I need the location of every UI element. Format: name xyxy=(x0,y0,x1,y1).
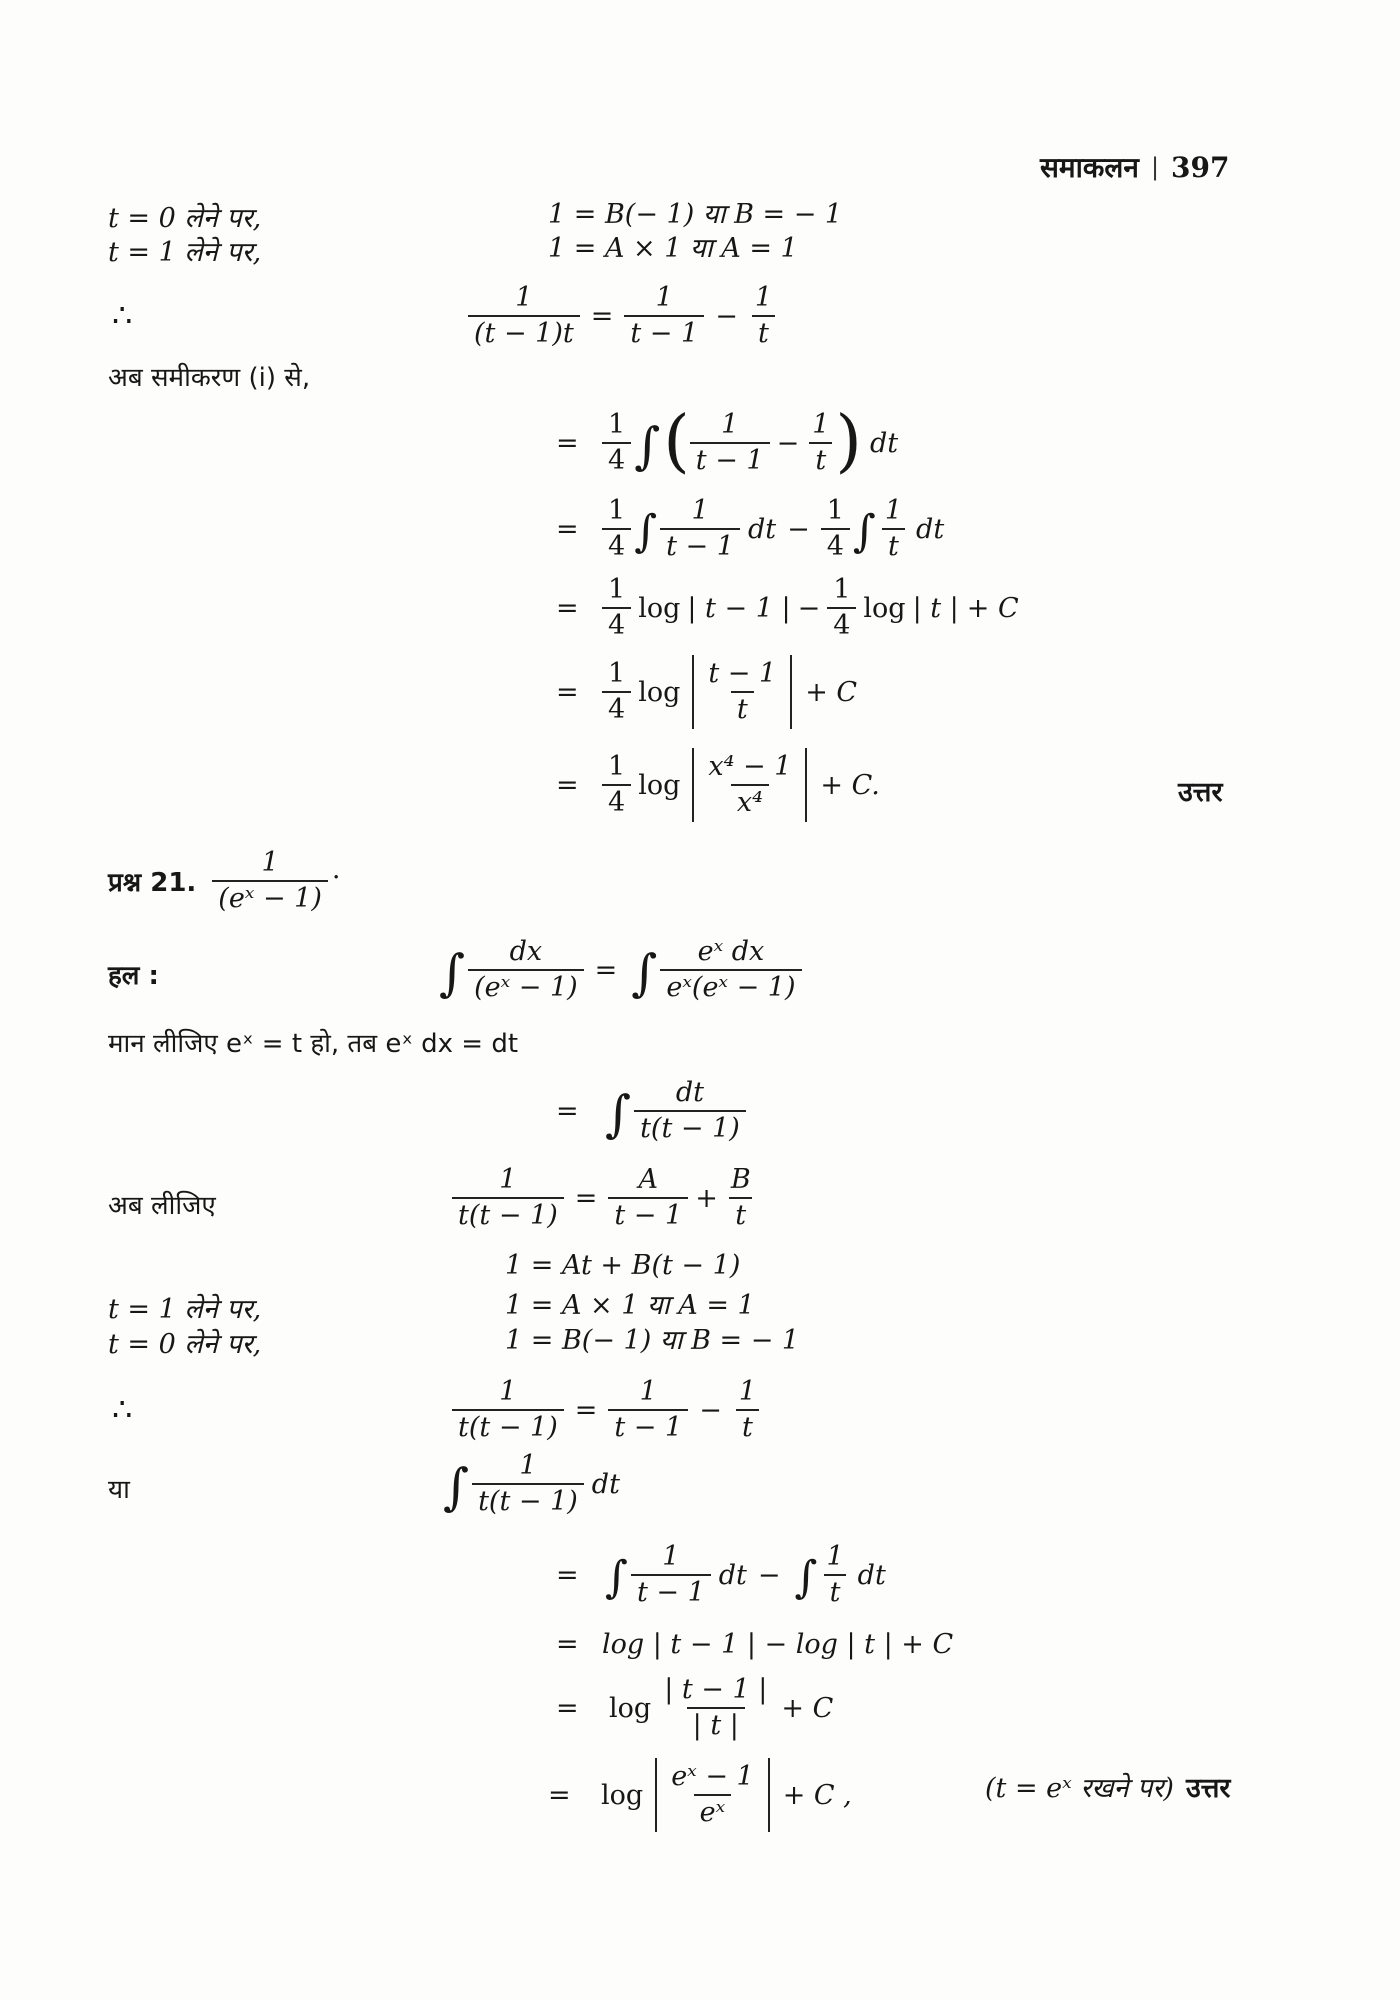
numerator: x⁴ − 1 xyxy=(708,750,792,782)
now-take-label xyxy=(108,1186,216,1222)
numerator: 1 xyxy=(662,1540,680,1572)
minus-sign: − xyxy=(699,1394,722,1426)
denominator: t xyxy=(729,1197,752,1233)
integral-icon: ∫ xyxy=(605,1552,628,1604)
fraction-one-fourth xyxy=(602,657,631,728)
fraction xyxy=(690,408,770,479)
equals-sign: = xyxy=(548,1779,571,1811)
numerator: 1 xyxy=(884,494,903,526)
numerator: | t − 1 | xyxy=(664,1673,768,1705)
fraction xyxy=(608,1375,688,1446)
fraction xyxy=(806,408,835,479)
denominator: t − 1 xyxy=(608,1197,688,1233)
fraction xyxy=(452,1163,564,1234)
now-take-text: अब लीजिए xyxy=(108,1191,216,1221)
minus-sign: − xyxy=(776,427,800,459)
plus-c: + C xyxy=(966,592,1019,624)
denominator: t(t − 1) xyxy=(472,1483,584,1519)
denominator: t xyxy=(824,1574,847,1610)
fraction xyxy=(749,281,778,352)
equals-sign: = xyxy=(556,676,579,708)
numerator: 1 xyxy=(639,1375,657,1407)
page-number: 397 xyxy=(1171,150,1230,184)
or-text: या xyxy=(108,1475,130,1505)
denominator: t(t − 1) xyxy=(452,1197,564,1233)
case-t0-label xyxy=(108,198,261,235)
case-t1-equation: 1 = A × 1 या A = 1 xyxy=(548,233,798,264)
integral-icon: ∫ xyxy=(439,943,466,1002)
numerator: A xyxy=(638,1163,659,1195)
or-integral xyxy=(440,1446,620,1522)
numerator: 1 xyxy=(721,408,739,440)
denominator: eˣ(eˣ − 1) xyxy=(660,969,801,1005)
integration-final-answer-2 xyxy=(548,1750,852,1840)
numerator: t − 1 xyxy=(708,657,777,689)
integration-step-5 xyxy=(556,1542,886,1608)
fraction-one-fourth xyxy=(602,750,631,821)
integration-step-3 xyxy=(556,573,1019,641)
denominator: t − 1 xyxy=(608,1409,688,1445)
numerator: eˣ dx xyxy=(697,935,765,967)
therefore-icon: ∴ xyxy=(112,296,133,334)
plus-c: + C xyxy=(805,676,858,708)
numerator: B xyxy=(730,1163,751,1195)
denominator: 4 xyxy=(827,607,856,643)
numerator: 1 xyxy=(691,494,709,526)
equals-sign: = xyxy=(556,1692,579,1724)
log-operator: log xyxy=(638,592,681,624)
denominator: | t | xyxy=(687,1707,745,1743)
from-equation-text: अब समीकरण (i) से, xyxy=(108,363,311,393)
differential-dt: dt xyxy=(916,513,945,545)
numerator: 1 xyxy=(738,1375,756,1407)
numerator: 1 xyxy=(826,494,844,526)
denominator: t − 1 xyxy=(690,442,770,478)
denominator: t(t − 1) xyxy=(452,1409,564,1445)
case-t1-text-2: t = 1 लेने पर, xyxy=(108,1294,262,1325)
denominator: 4 xyxy=(821,528,850,564)
numerator: 1 xyxy=(519,1449,537,1481)
solution-setup-equation xyxy=(436,930,802,1010)
numerator: dx xyxy=(509,935,543,967)
case-t1-text: t = 1 लेने पर, xyxy=(108,237,262,268)
plus-c-comma: + C , xyxy=(782,1779,852,1811)
log-operator: log xyxy=(638,676,681,708)
solution-label xyxy=(108,956,159,992)
denominator: (eˣ − 1) xyxy=(468,969,584,1005)
partial-fraction-result-1 xyxy=(468,280,778,352)
differential-dt: dt xyxy=(591,1468,620,1500)
case-t0-result xyxy=(548,194,842,231)
equals-sign: = xyxy=(556,1095,579,1127)
numerator: 1 xyxy=(608,408,626,440)
question-number: प्रश्न 21. xyxy=(108,868,197,898)
minus-sign: − xyxy=(787,513,810,545)
denominator: t − 1 xyxy=(624,315,704,351)
numerator: 1 xyxy=(833,573,851,605)
differential-dt: dt xyxy=(747,513,777,545)
differential-dt: dt xyxy=(718,1559,747,1591)
denominator: 4 xyxy=(602,607,631,643)
denominator: 4 xyxy=(602,528,631,564)
question-fraction xyxy=(212,846,328,917)
denominator: eˣ xyxy=(694,1794,732,1830)
equals-sign: = xyxy=(556,1628,579,1660)
equals-sign: = xyxy=(556,513,579,545)
equals-sign: = xyxy=(556,427,579,459)
identity-equation: 1 = At + B(t − 1) xyxy=(505,1250,741,1281)
log-operator: log xyxy=(638,769,681,801)
denominator: (t − 1)t xyxy=(468,315,580,351)
abs-t: | t | xyxy=(912,592,959,624)
fraction xyxy=(452,1375,564,1446)
case-t0-label-2 xyxy=(108,1324,261,1361)
plus-c-dot: + C. xyxy=(820,769,880,801)
solution-text: हल : xyxy=(108,961,159,991)
integral-icon: ∫ xyxy=(634,506,658,558)
fraction xyxy=(820,1540,849,1611)
numerator: 1 xyxy=(499,1375,517,1407)
abs-t-minus-1: | t − 1 | xyxy=(687,592,791,624)
fraction-one-fourth xyxy=(827,573,856,644)
differential-dt: dt xyxy=(869,427,899,459)
case-t0-equation: 1 = B(− 1) या B = − 1 xyxy=(548,199,843,230)
case-t0-text-2: t = 0 लेने पर, xyxy=(108,1329,262,1360)
fraction xyxy=(631,1540,711,1611)
numerator: 1 xyxy=(608,573,626,605)
equals-sign: = xyxy=(556,592,579,624)
integral-icon: ∫ xyxy=(634,416,661,475)
denominator: t xyxy=(752,315,775,351)
denominator: t xyxy=(809,442,832,478)
case-t0-text: t = 0 लेने पर, xyxy=(108,203,262,234)
equals-sign: = xyxy=(590,300,614,332)
equals-sign: = xyxy=(556,1559,579,1591)
therefore-row-2 xyxy=(112,1390,132,1428)
equals-sign: = xyxy=(574,1182,598,1214)
therefore-row-1 xyxy=(112,296,132,334)
case-t1-result-2 xyxy=(505,1285,755,1322)
from-equation-note xyxy=(108,358,310,394)
fraction xyxy=(702,657,782,728)
page-header xyxy=(1040,148,1230,186)
right-paren: ) xyxy=(835,401,862,481)
absolute-value-box xyxy=(655,1758,770,1833)
minus-sign: − xyxy=(715,300,738,332)
denominator: t xyxy=(731,691,754,727)
numerator: 1 xyxy=(261,846,279,878)
denominator: (eˣ − 1) xyxy=(212,880,328,916)
integral-icon: ∫ xyxy=(794,1552,818,1604)
log-line: log | t − 1 | − log | t | + C xyxy=(602,1628,954,1660)
plus-sign: + xyxy=(695,1182,718,1214)
numerator: eˣ − 1 xyxy=(671,1760,754,1792)
fraction xyxy=(879,494,908,565)
log-operator: log xyxy=(863,592,906,624)
minus-sign: − xyxy=(797,592,821,624)
partial-fraction-setup xyxy=(452,1158,757,1238)
integration-step-4 xyxy=(556,650,857,734)
integral-icon: ∫ xyxy=(605,1084,632,1143)
numerator: 1 xyxy=(515,281,533,313)
fraction-one-fourth xyxy=(602,408,631,479)
chapter-title: समाकलन xyxy=(1040,151,1139,184)
case-t1-label xyxy=(108,232,261,269)
plus-c: + C xyxy=(781,1692,834,1724)
log-operator: log xyxy=(609,1692,652,1724)
integral-icon: ∫ xyxy=(443,1457,470,1516)
fraction xyxy=(660,494,740,565)
minus-sign: − xyxy=(757,1559,781,1591)
fraction xyxy=(624,281,704,352)
denominator: t(t − 1) xyxy=(634,1110,746,1146)
equals-sign: = xyxy=(574,1394,598,1426)
differential-dt: dt xyxy=(857,1559,886,1591)
fraction-one-fourth xyxy=(602,573,631,644)
fraction xyxy=(660,935,801,1006)
integration-final-answer-1 xyxy=(556,742,880,828)
therefore-icon: ∴ xyxy=(112,1390,133,1428)
denominator: x⁴ xyxy=(731,784,769,820)
fraction xyxy=(468,281,580,352)
partial-fraction-result-2 xyxy=(452,1374,762,1446)
denominator: t − 1 xyxy=(631,1574,711,1610)
fraction xyxy=(733,1375,762,1446)
numerator: dt xyxy=(675,1076,704,1108)
denominator: t xyxy=(736,1409,759,1445)
case-t1-equation-2: 1 = A × 1 या A = 1 xyxy=(505,1290,755,1321)
numerator: 1 xyxy=(754,281,772,313)
answer-text: उत्तर xyxy=(1178,777,1223,808)
substitution-note-2: (t = eˣ रखने पर) xyxy=(985,1773,1174,1804)
denominator: t xyxy=(882,528,905,564)
period: . xyxy=(331,853,341,885)
fraction-one-fourth xyxy=(602,494,631,565)
fraction xyxy=(725,1163,757,1234)
denominator: t − 1 xyxy=(660,528,740,564)
integration-step-7 xyxy=(556,1666,833,1750)
log-operator: log xyxy=(601,1779,644,1811)
numerator: 1 xyxy=(608,750,626,782)
integral-icon: ∫ xyxy=(631,943,658,1002)
expanded-identity xyxy=(505,1250,740,1281)
case-t0-result-2 xyxy=(505,1320,799,1357)
answer-label-2: उत्तर xyxy=(1185,1773,1231,1804)
denominator: 4 xyxy=(602,784,631,820)
substitution-text: मान लीजिए eˣ = t हो, तब eˣ dx = dt xyxy=(108,1029,519,1059)
final-note-row xyxy=(985,1768,1230,1805)
case-t1-label-2 xyxy=(108,1289,261,1326)
equals-sign: = xyxy=(594,954,618,986)
fraction xyxy=(472,1449,584,1520)
fraction xyxy=(634,1076,746,1147)
fraction xyxy=(468,935,584,1006)
integration-step-1 xyxy=(556,401,899,481)
substitution-note xyxy=(108,1024,518,1060)
question-21 xyxy=(108,845,341,917)
case-t1-result xyxy=(548,228,798,265)
numerator: 1 xyxy=(608,494,626,526)
numerator: 1 xyxy=(812,408,830,440)
integration-step-6 xyxy=(556,1624,953,1664)
fraction xyxy=(658,1673,773,1744)
numerator: 1 xyxy=(608,657,626,689)
denominator: 4 xyxy=(602,691,631,727)
answer-label-1 xyxy=(1178,772,1223,809)
or-label xyxy=(108,1470,130,1506)
absolute-value-box xyxy=(692,655,792,730)
numerator: 1 xyxy=(655,281,673,313)
absolute-value-box xyxy=(692,748,807,823)
fraction xyxy=(608,1163,688,1234)
fraction-one-fourth xyxy=(821,494,850,565)
substituted-integral xyxy=(556,1076,746,1146)
numerator: 1 xyxy=(499,1163,517,1195)
fraction xyxy=(665,1760,760,1831)
header-separator: | xyxy=(1150,153,1160,181)
case-t0-equation-2: 1 = B(− 1) या B = − 1 xyxy=(505,1325,800,1356)
left-paren: ( xyxy=(663,401,690,481)
integration-step-2 xyxy=(556,496,944,562)
equals-sign: = xyxy=(556,769,579,801)
integral-icon: ∫ xyxy=(852,506,876,558)
denominator: 4 xyxy=(602,442,631,478)
fraction xyxy=(702,750,797,821)
numerator: 1 xyxy=(826,1540,844,1572)
